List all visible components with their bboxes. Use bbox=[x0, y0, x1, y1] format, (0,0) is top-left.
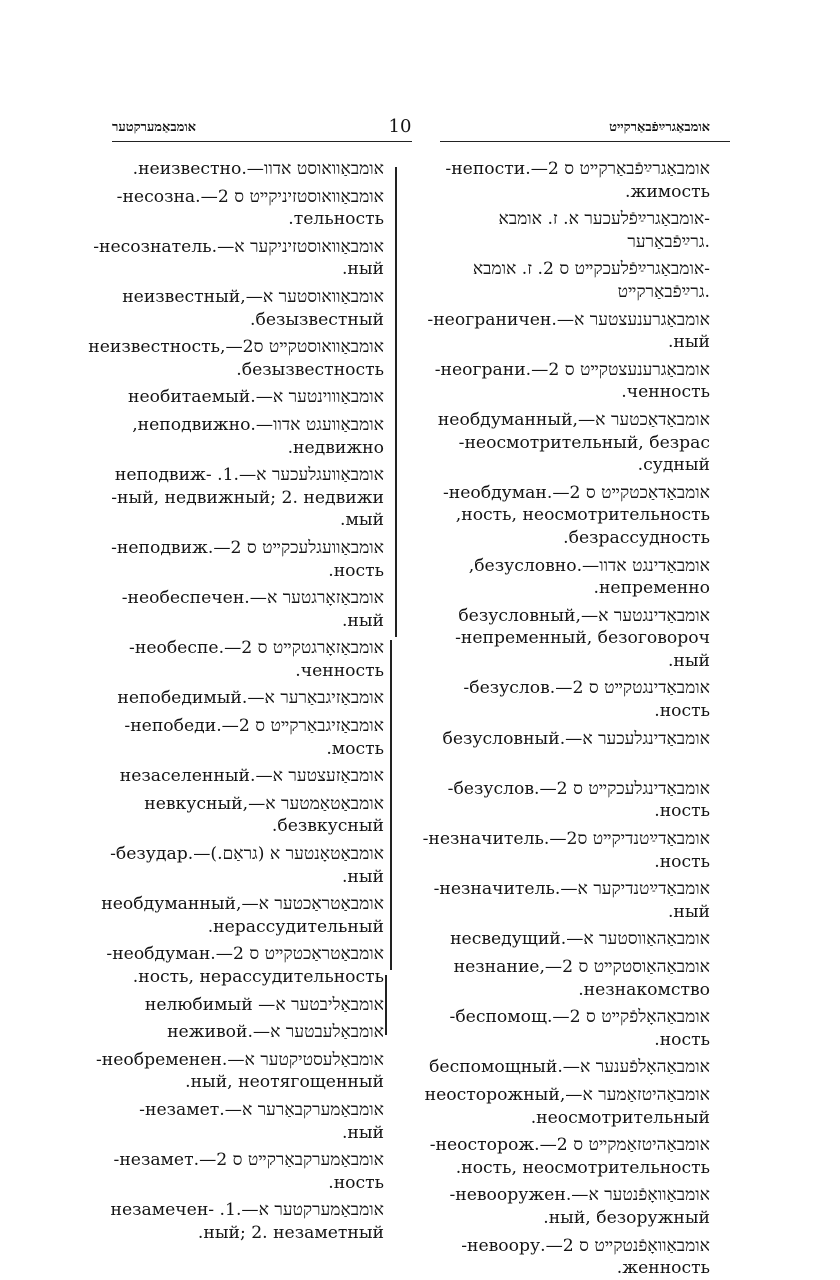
entry-continuation: ность. bbox=[328, 560, 384, 581]
entry-continuation: ность. bbox=[654, 1029, 710, 1050]
right-column bbox=[395, 158, 710, 1280]
entry-headline: אומבאַדינגלעכקײט ס 2—.безуслов- bbox=[447, 778, 710, 799]
entry-continuation: недвижно. bbox=[287, 437, 384, 458]
entry-continuation: мость. bbox=[326, 738, 384, 759]
entry-headline: אומבאַוואוסטזיניקײט ס 2—.несозна- bbox=[116, 186, 384, 207]
entry-continuation: .גרײַפֿבאַרקײט bbox=[617, 281, 710, 302]
entry-continuation: ный. bbox=[341, 259, 384, 280]
entry-headline: אומבאַזאָרגטער א—.необеспечен- bbox=[121, 588, 384, 609]
entry-headline: אומבאַוואוסטקײט ס2—,неизвестность bbox=[88, 337, 384, 358]
entry-headline: אומבאַגרענעצטער א—.неограничен- bbox=[427, 309, 710, 330]
entry-continuation: ный. bbox=[341, 866, 384, 887]
entry-continuation: ность, неосмотрительность. bbox=[455, 1157, 710, 1178]
left-column bbox=[56, 158, 384, 1245]
entry-continuation: неосмотрительный, безрас- bbox=[458, 432, 710, 453]
entry-headline: אומבאַטאָנטער א (גראַם.)—.безудар- bbox=[110, 844, 384, 865]
column-divider bbox=[385, 975, 387, 1035]
entry-continuation: безвкусный. bbox=[271, 816, 384, 837]
entry-headline: אומבאַזיגבאַרער א—.непобедимый bbox=[117, 688, 384, 709]
entry-continuation: жимость. bbox=[625, 181, 710, 202]
entry-headline: אומבאַדאַכטקײט ס 2—.необдуман- bbox=[442, 482, 710, 503]
entry-continuation: нерассудительный. bbox=[207, 916, 384, 937]
entry-continuation: неосмотрительный. bbox=[530, 1107, 710, 1128]
entry-headline: אומבאַוואוסטער א—,неизвестный bbox=[122, 286, 384, 307]
running-head-left: אומבאַגרײַפֿבאַרקײט bbox=[609, 120, 710, 135]
entry-headline: אומבאַטראַכטער א—,необдуманный bbox=[101, 894, 384, 915]
entry-headline: אומבאַגרײַפֿבאַרקײט ס 2—.непости- bbox=[445, 159, 710, 179]
entry-headline: אומבאַטאַמטער א—,невкусный bbox=[144, 793, 384, 814]
entry-continuation: тельность. bbox=[288, 209, 384, 230]
entry-continuation: ный, безоружный. bbox=[543, 1207, 710, 1228]
entry-continuation: .גרײַפֿבאַרער bbox=[627, 231, 710, 252]
running-head-right: אומבאַמערקטער bbox=[112, 120, 196, 135]
entry-continuation: ный. bbox=[667, 650, 710, 671]
entry-continuation: ность. bbox=[654, 701, 710, 722]
entry-headline: אומבאַוואוסטזיניקער א—.несознатель- bbox=[93, 236, 384, 257]
entry-continuation: ченность. bbox=[621, 382, 710, 403]
entry-continuation: ность, неосмотрительность, bbox=[455, 505, 710, 526]
entry-headline: אומבאַהאָלפֿקײט ס 2—.беспомощ- bbox=[449, 1007, 710, 1028]
entry-headline: אומבאַמערקטער א—.незамечен- .1 bbox=[110, 1200, 384, 1221]
header-rule-left bbox=[112, 141, 412, 142]
entry-headline: אומבאַהאַוסטקײט ס 2—,незнание bbox=[453, 957, 710, 977]
entry-headline: אומבאַהאַווסטער א—.несведущий bbox=[450, 929, 710, 950]
entry-continuation bbox=[395, 750, 710, 773]
entry-headline: אומבאַהיטזאַמקײט ס 2—.неосторож- bbox=[429, 1135, 710, 1156]
entry-continuation: мый. bbox=[340, 510, 384, 531]
entry-continuation: ный. bbox=[341, 610, 384, 631]
entry-continuation: безызвестный. bbox=[250, 309, 384, 330]
entry-headline: אומבאַוועגלעכער א—.неподвиж- .1 bbox=[114, 465, 384, 486]
entry-headline: אומבאַלעסטיקטער א—.необременен- bbox=[95, 1049, 384, 1070]
entry-continuation: непременный, безоговороч- bbox=[455, 628, 710, 649]
entry-headline: אומבאַוועגלעכקײט ס 2—.неподвиж- bbox=[111, 537, 384, 558]
entry-headline: -אומבאַגרײַפֿלעכער א. ז. אומבא bbox=[498, 209, 710, 230]
entry-headline: אומבאַדינגטער א—,безусловный bbox=[458, 605, 710, 626]
entry-continuation: безызвестность. bbox=[236, 359, 384, 380]
entry-continuation: ный; 2. незаметный. bbox=[197, 1222, 384, 1243]
entry-headline: אומבאַהאָלפֿענער א—.беспомощный bbox=[429, 1057, 710, 1078]
entry-headline: אומבאַדינגט אדוו—.безусловно, bbox=[468, 555, 710, 576]
entry-continuation: безрассудность. bbox=[563, 527, 710, 548]
entry-headline: אומבאַדינגלעכער א—.безусловный bbox=[442, 728, 710, 749]
entry-headline: אומבאַוואָפֿנטער א—.невооружен- bbox=[449, 1185, 710, 1206]
column-divider bbox=[390, 640, 392, 970]
entry-continuation: женность. bbox=[616, 1258, 710, 1279]
header-rule-right bbox=[440, 141, 730, 142]
entry-continuation: ный, неотягощенный. bbox=[185, 1072, 384, 1093]
entry-headline: אומבאַזיגבאַרקײט ס 2—.непобеди- bbox=[124, 716, 384, 737]
entry-headline: -אומבאַגרײַפֿלעכקײט ס 2. ז. אומבא bbox=[472, 259, 710, 280]
entry-continuation: непременно. bbox=[593, 578, 710, 599]
entry-headline: אומבאַוואָפֿנטקײט ס 2—.невоору- bbox=[461, 1235, 710, 1256]
page-number: 10 bbox=[388, 116, 412, 137]
entry-continuation: ность, нерассудительность. bbox=[132, 967, 384, 987]
entry-headline: אומבאַמערקבאַרקײט ס 2—.незамет- bbox=[113, 1150, 384, 1171]
entry-continuation: ный. bbox=[667, 332, 710, 353]
entry-headline: אומבאַמערקבאַרער א—.незамет- bbox=[139, 1099, 384, 1120]
entry-continuation: ность. bbox=[654, 851, 710, 872]
entry-headline: אומבאַדאַכטער א—,необдуманный bbox=[437, 409, 710, 430]
entry-continuation: ный. bbox=[341, 1122, 384, 1143]
entry-headline: אומבאַליבטער א— нелюбимый bbox=[144, 994, 384, 1015]
entry-continuation: ный. bbox=[667, 901, 710, 922]
entry-continuation: незнакомство. bbox=[578, 979, 710, 1000]
entry-headline: אומבאַוואוסט אדוו—.неизвестно. bbox=[132, 159, 384, 179]
entry-headline: אומבאַלעבטער א—.неживой bbox=[167, 1022, 384, 1043]
entry-continuation: ченность. bbox=[295, 660, 384, 681]
entry-headline: אומבאַזעצטער א—.незаселенный bbox=[119, 766, 384, 787]
entry-continuation: ный, недвижный; 2. недвижи- bbox=[111, 487, 384, 508]
entry-continuation: ность. bbox=[328, 1172, 384, 1193]
entry-headline: אומבאַדײַטנדיקער א—.незначитель- bbox=[433, 879, 710, 900]
entry-headline: אומבאַזאָרגטקײט ס 2—.необеспе- bbox=[129, 638, 384, 659]
entry-continuation: ность. bbox=[654, 801, 710, 822]
entry-headline: אומבאַטראַכטקײט ס 2—.необдуман- bbox=[106, 944, 384, 965]
entry-headline: אומבאַוווינטער א—.необитаемый bbox=[128, 387, 384, 408]
entry-headline: אומבאַדײַטנדיקײט ס2—.незначитель- bbox=[422, 829, 710, 850]
entry-headline: אומבאַהיטזאַמער א—,неосторожный bbox=[424, 1084, 710, 1105]
entry-continuation: судный. bbox=[637, 455, 710, 476]
entry-headline: אומבאַדינגטקײט ס 2—.безуслов- bbox=[463, 678, 710, 699]
entry-headline: אומבאַוועגט אדוו—.неподвижно, bbox=[132, 414, 384, 435]
entry-headline: אומבאַגרענעצטקײט ס 2—.неограни- bbox=[434, 359, 710, 380]
